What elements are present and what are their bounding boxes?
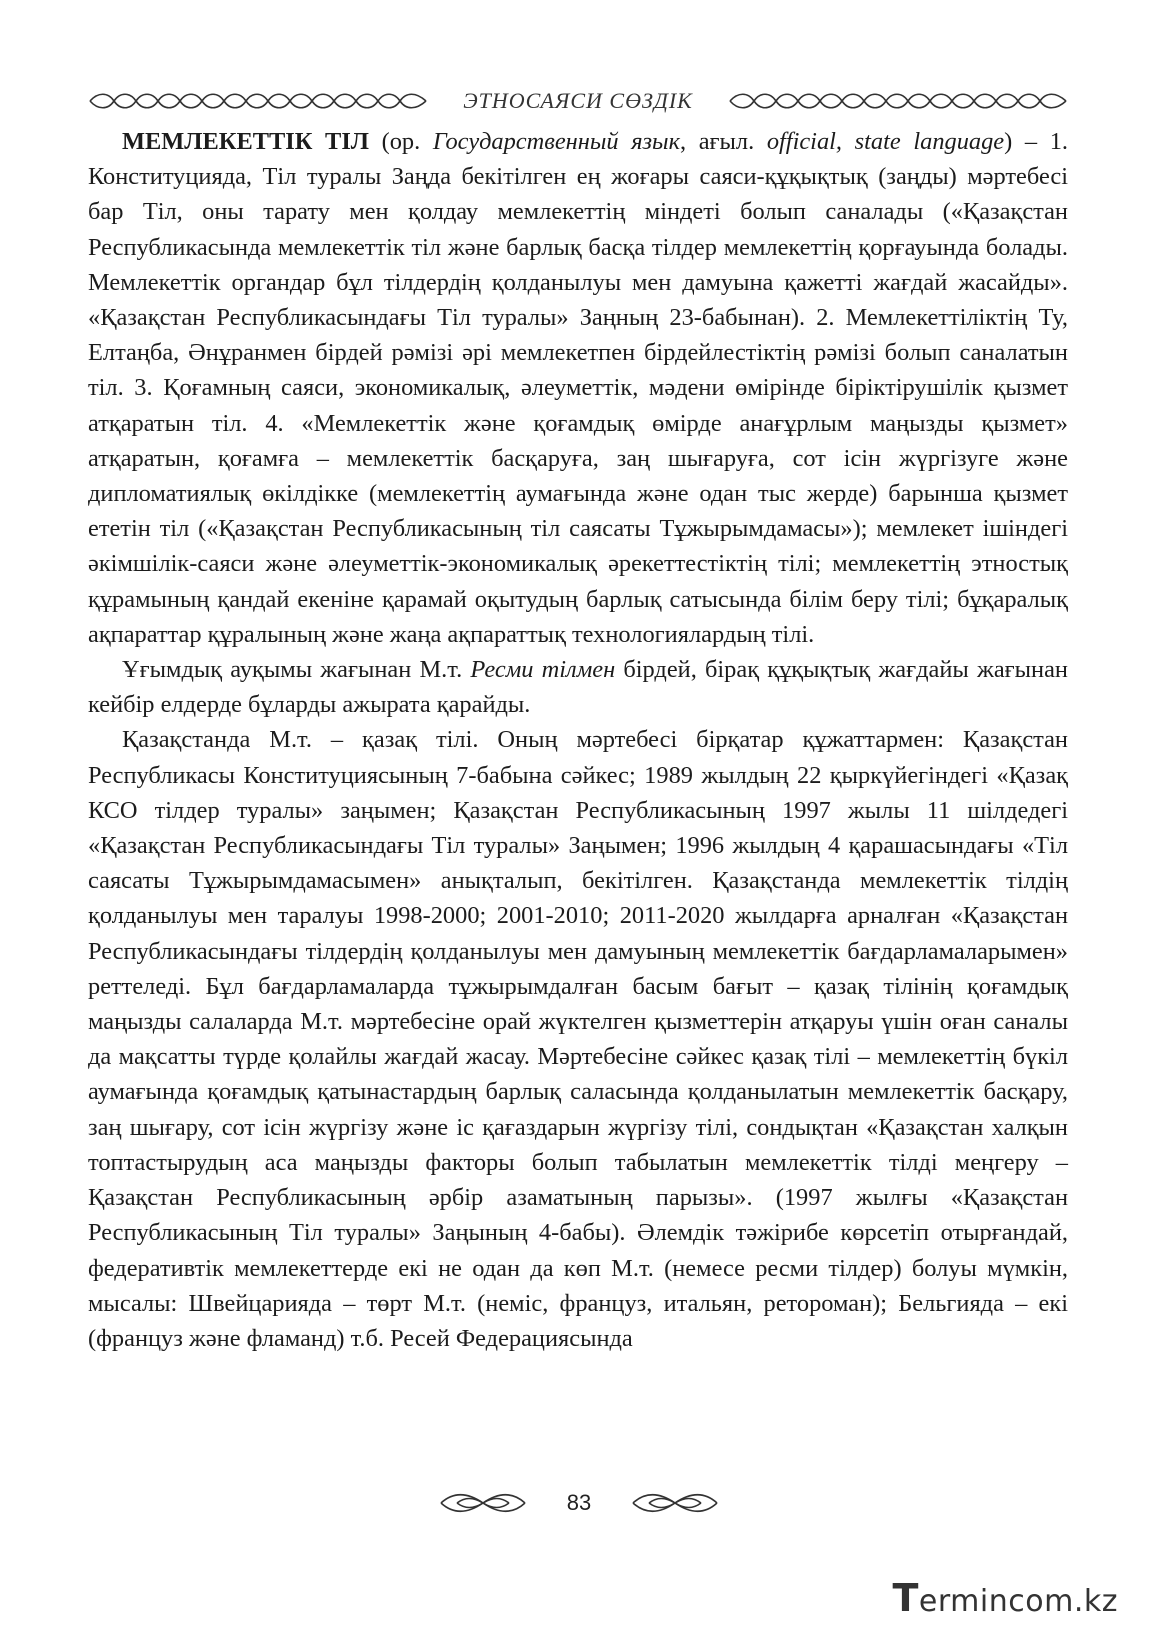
entry-english-term: official, state language [766,128,1005,155]
entry-paragraph-3: Қазақстанда М.т. – қазақ тілі. Оның мәртебесі бірқатар құжаттармен: Қазақстан Республикасы Конституциясының 7-бабына сәйкес; 1989 жылдың 22 қыркүйегіндегі «Қазақ КСО тілдер туралы» заңымен; Қазақстан Республикасының 1997 жылы 11 шілдедегі «Қазақстан Республикасындағы Тіл туралы» Заңымен; 1996 жылдың 4 қарашасындағы «Тіл саясаты Тұжырымдамасымен» анықталып, бекітілген. Қазақстанда мемлекеттік тілдің қолданылуы мен таралуы 1998-2000; 2001-2010; 2011-2020 жылдарға арналған «Қазақстан Республикасындағы тілдердің қолданылуы мен дамуының мемлекеттік бағдарламаларымен» реттеледі. Бұл бағдарламаларда тұжырымдалған басым бағыт – қазақ тілінің қоғамдық маңызды салаларда М.т. мәртебесіне орай жүктелген қызметтерін атқаруы үшін оған саналы да мақсатты түрде қолайлы жағдай жасау. Мәртебесіне сәйкес қазақ тілі – мемлекеттің бүкіл аумағында қоғамдық қатынастардың барлық саласында қолданылатын мемлекеттік басқару, заң шығару, сот ісін жүргізу және іс қағаздарын жүргізу тілі, сондықтан «Қазақстан халқын топтастырудың аса маңызды факторы болып табылатын мемлекеттік тілді меңгеру – Қазақстан Республикасының әрбір азаматының парызы». (1997 жылғы «Қазақстан Республикасының Тіл туралы» Заңының 4-бабы). Әлемдік тәжірибе көрсетіп отырғандай, федеративтік мемлекеттерде екі не одан да көп М.т. (немесе ресми тілдер) болуы мүмкін, мысалы: Швейцарияда – төрт М.т. (неміс, француз, итальян, ретороман); Бельгияда – екі (француз және фламанд) т.б. Ресей Федерациясында [88,726,1068,1352]
page-footer [0,1490,1158,1516]
watermark-text: ermincom.kz [918,1584,1118,1619]
entry-term: МЕМЛЕКЕТТІК ТІЛ [122,128,382,155]
ornament-left-icon [88,90,428,112]
page-number: 83 [566,1490,592,1515]
entry-paragraph-1 [88,124,1068,652]
cross-reference: Ресми тілмен [470,656,616,684]
entry-body [88,124,1068,1356]
entry-russian-term: Государственный язык [432,128,680,155]
header-title: ЭТНОСАЯСИ СӨЗДІК [463,88,693,113]
running-header [88,86,1068,116]
entry-text: (ор. [381,128,433,155]
swirl-left-icon [437,1490,529,1516]
entry-text: , ағыл. [679,128,767,155]
entry-paragraph-2 [88,652,1068,722]
swirl-right-icon [629,1490,721,1516]
site-watermark [893,1576,1119,1620]
entry-text: Ұғымдық ауқымы жағынан М.т. [122,656,471,684]
entry-text: бірдей, бірақ құқықтық жағдайы жағынан кейбір елдерде бұларды ажырата қарайды. [88,656,1068,719]
ornament-right-icon [728,90,1068,112]
entry-text: ) – 1. Конституцияда, Тіл туралы Заңда бекітілген ең жоғары саяси-құқықтық (заңды) мәртебесі бар Тіл, оны тарату мен қолдау мемлекеттің міндеті болып саналады («Қазақстан Республикасында мемлекеттік тіл және барлық басқа тілдер мемлекеттің қорғауында болады. Мемлекеттік органдар бұл тілдердің қолданылуы мен дамуына қажетті жағдай жасайды». «Қазақстан Республикасындағы Тіл туралы» Заңның 23-бабынан). 2. Мемлекеттіліктің Ту, Елтаңба, Әнұранмен бірдей рәмізі әрі мемлекетпен бірдейлестіктің рәмізі болып саналатын тіл. 3. Қоғамның саяси, экономикалық, әлеуметтік, мәдени өмірінде біріктірушілік қызмет атқаратын тіл. 4. «Мемлекеттік және қоғамдық өмірде анағұрлым маңызды қызмет» атқаратын, қоғамға – мемлекеттік басқаруға, заң шығаруға, сот ісін жүргізуге және дипломатиялық өкілдікке (мемлекеттің аумағында және одан тыс жерде) барынша қызмет ететін тіл («Қазақстан Республикасының тіл саясаты Тұжырымдамасы»); мемлекет ішіндегі әкімшілік-саяси және әлеуметтік-экономикалық әрекеттестіктің тілі; мемлекеттің этностық құрамының қандай екеніне қарамай оқытудың барлық сатысында білім беру тілі; бұқаралық ақпараттар құралының және жаңа ақпараттық технологиялардың тілі. [88,128,1068,648]
watermark-initial: T [892,1576,919,1620]
